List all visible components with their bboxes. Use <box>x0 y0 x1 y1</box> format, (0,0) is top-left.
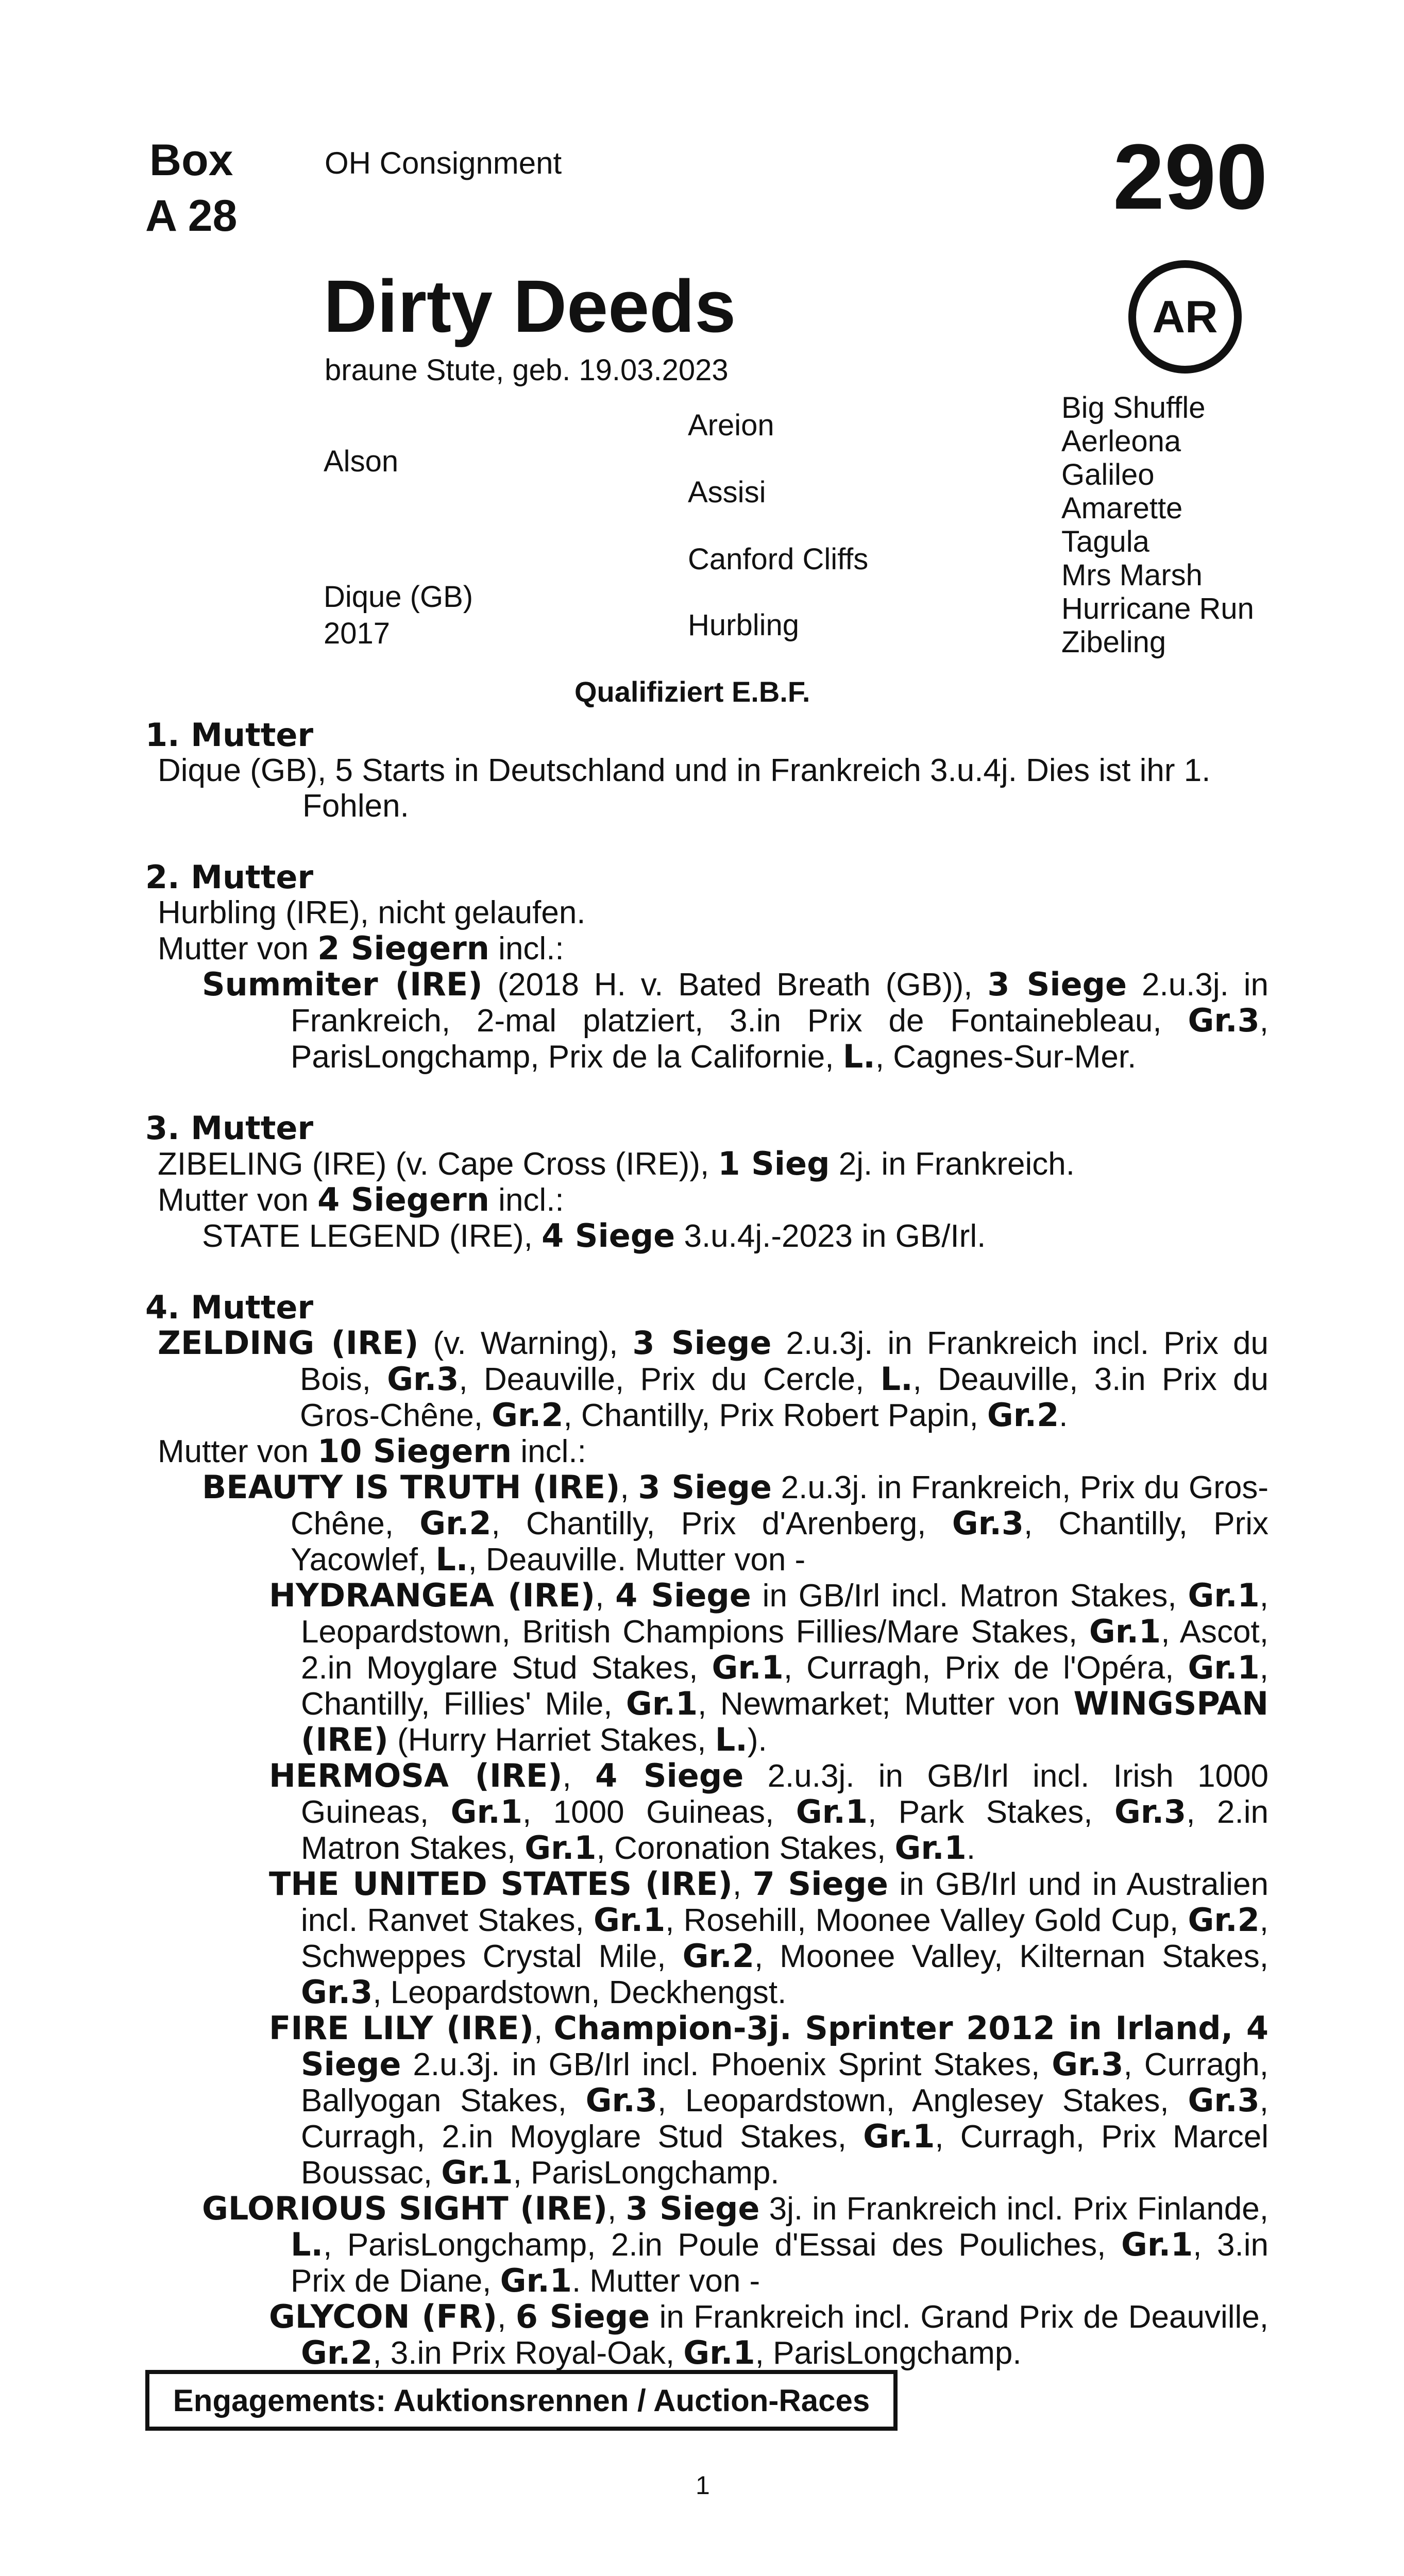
m4-hydrangea <box>269 1578 1268 1758</box>
text-run: , Curragh, 2.in Moyglare Stud Stakes, <box>301 2083 1268 2155</box>
bold-run: HERMOSA (IRE) <box>269 1757 563 1794</box>
m3-mv-b: 4 Siegern <box>317 1181 489 1218</box>
text-run: , <box>620 1470 638 1505</box>
text-run: , Chantilly, Prix Robert Papin, <box>563 1398 987 1433</box>
text-run: , <box>533 2011 554 2046</box>
pedigree-sire: Alson <box>324 445 399 478</box>
bold-run: Gr.2 <box>301 2334 373 2371</box>
m4-hermosa <box>269 1758 1268 1866</box>
pedigree-dam-dam: Hurbling <box>688 608 799 642</box>
text-run: , Newmarket; Mutter von <box>698 1686 1074 1722</box>
m4-title: 4. Mutter <box>145 1289 314 1326</box>
pedigree-dam-sire: Canford Cliffs <box>688 543 869 576</box>
pedigree-sire-dam: Assisi <box>688 476 766 509</box>
bold-run: HYDRANGEA (IRE) <box>269 1577 596 1614</box>
bold-run: Gr.1 <box>683 2334 755 2371</box>
horse-name: Dirty Deeds <box>324 265 736 348</box>
text-run: , Curragh, Ballyogan Stakes, <box>301 2047 1268 2119</box>
bold-run: Gr.1 <box>863 2117 935 2155</box>
engagements-box <box>145 2370 898 2431</box>
text-run: , Leopardstown, Anglesey Stakes, <box>657 2083 1188 2119</box>
pedigree-gen3-7: Hurricane Run <box>1061 592 1254 625</box>
text-run: 2.u.3j. in Frankreich incl. Prix du Bois, <box>300 1326 1268 1397</box>
pedigree-gen3-3: Galileo <box>1061 458 1155 492</box>
text-run: ZIBELING (IRE) (v. Cape Cross (IRE)), <box>158 1146 718 1182</box>
text-run: , <box>607 2191 626 2227</box>
pedigree-dam-year: 2017 <box>324 617 391 650</box>
m1-text: Dique (GB), 5 Starts in Deutschland und in Frankreich 3.u.4j. Dies ist ihr 1. Fohlen. <box>158 753 1211 824</box>
bold-run: Gr.3 <box>1188 2081 1260 2119</box>
bold-run: Gr.1 <box>593 1901 666 1939</box>
bold-run: 3 Siege <box>632 1324 772 1362</box>
m4-glorious-sight <box>145 2191 1268 2299</box>
text-run: , Chantilly, Prix Yacowlef, <box>291 1506 1268 1578</box>
text-run: , Moonee Valley, Kilternan Stakes, <box>754 1939 1268 1974</box>
bold-run: L. <box>291 2226 324 2263</box>
box-number: A 28 <box>145 191 238 241</box>
ar-badge-label: AR <box>1152 291 1218 342</box>
bold-run: 4 Siege <box>595 1757 744 1794</box>
text-run: , Cagnes-Sur-Mer. <box>875 1039 1137 1075</box>
bold-run: Gr.1 <box>450 1793 522 1831</box>
bold-run: Gr.2 <box>682 1937 754 1975</box>
pedigree-sire-sire: Areion <box>688 409 774 442</box>
text-run: , Deauville. Mutter von - <box>468 1542 806 1578</box>
bold-run: Gr.1 <box>1089 1613 1161 1650</box>
bold-run: Gr.1 <box>625 1685 698 1722</box>
bold-run: Gr.3 <box>1188 1002 1260 1039</box>
bold-run: 1 Sieg <box>718 1145 830 1182</box>
m2-mother-of <box>145 930 1268 967</box>
bold-run: 4 Siege <box>615 1577 751 1614</box>
bold-run: WINGSPAN (IRE) <box>301 1685 1268 1758</box>
bold-run: L. <box>435 1540 468 1578</box>
bold-run: Gr.3 <box>1052 2045 1124 2083</box>
text-run: , Coronation Stakes, <box>596 1831 895 1866</box>
text-run: , <box>595 1578 616 1614</box>
text-run: , <box>562 1758 596 1794</box>
text-run: (2018 H. v. Bated Breath (GB)), <box>482 967 988 1003</box>
lot-number: 290 <box>1113 125 1268 229</box>
bold-run: L. <box>880 1360 913 1398</box>
bold-run: GLYCON (FR) <box>269 2298 498 2335</box>
engagements-label: Engagements: Auktionsrennen / Auction-Races <box>173 2383 870 2418</box>
text-run: . <box>1059 1398 1068 1433</box>
family-section <box>145 717 1268 2371</box>
text-run: 2.u.3j. in Frankreich, 2-mal platziert, 3.in Prix de Fontainebleau, <box>291 967 1269 1039</box>
bold-run: FIRE LILY (IRE) <box>269 2009 534 2047</box>
text-run: 2.u.3j. in GB/Irl incl. Irish 1000 Guineas, <box>301 1758 1268 1830</box>
bold-run: Gr.1 <box>1188 1649 1260 1686</box>
bold-run: Gr.3 <box>1114 1793 1187 1831</box>
bold-run: Gr.2 <box>419 1504 492 1542</box>
text-run: STATE LEGEND (IRE), <box>202 1218 542 1254</box>
text-run: , 2.in Matron Stakes, <box>301 1794 1268 1866</box>
bold-run: L. <box>715 1721 748 1758</box>
bold-run: Gr.1 <box>796 1793 868 1831</box>
m4-beauty-is-truth <box>145 1469 1268 1578</box>
bold-run: 4 Siege <box>542 1217 675 1255</box>
m2-mv-b: 2 Siegern <box>317 929 489 967</box>
text-run: (Hurry Harriet Stakes, <box>388 1722 715 1758</box>
text-run: , Ascot, 2.in Moyglare Stud Stakes, <box>301 1614 1268 1686</box>
m3-mv-c: incl.: <box>489 1182 564 1218</box>
text-run: . Mutter von - <box>571 2263 760 2299</box>
box-label: Box <box>149 135 233 185</box>
horse-description: braune Stute, geb. 19.03.2023 <box>325 353 729 387</box>
text-run: , 3.in Prix Royal-Oak, <box>373 2335 684 2371</box>
m3-mv-a: Mutter von <box>158 1182 318 1218</box>
pedigree-gen3-4: Amarette <box>1061 492 1183 525</box>
text-run: , Deauville, 3.in Prix du Gros-Chêne, <box>300 1362 1268 1433</box>
m4-zelding <box>145 1325 1268 1433</box>
text-run: , <box>732 1867 753 1902</box>
consignment: OH Consignment <box>325 146 562 180</box>
pedigree-dam: Dique (GB) <box>324 580 473 614</box>
pedigree-gen3-2: Aerleona <box>1061 425 1181 458</box>
text-run: ). <box>747 1722 767 1758</box>
text-run: , Leopardstown, British Champions Fillies/Mare Stakes, <box>301 1578 1268 1650</box>
pedigree-gen3-1: Big Shuffle <box>1061 391 1206 425</box>
bold-run: Gr.1 <box>525 1829 597 1867</box>
bold-run: ZELDING (IRE) <box>158 1324 419 1362</box>
text-run: , <box>497 2299 516 2335</box>
bold-run: 3 Siege <box>625 2190 760 2227</box>
m4-glycon <box>269 2299 1268 2371</box>
bold-run: 6 Siege <box>515 2298 650 2335</box>
m1-title: 1. Mutter <box>145 716 314 754</box>
text-run: 2.u.3j. in Frankreich, Prix du Gros-Chêne, <box>291 1470 1268 1541</box>
text-run: , 1000 Guineas, <box>522 1794 796 1830</box>
text-run: , Schweppes Crystal Mile, <box>301 1903 1268 1974</box>
m3-state-legend <box>145 1218 1268 1254</box>
bold-run: 3 Siege <box>638 1468 772 1506</box>
text-run: in GB/Irl incl. Matron Stakes, <box>751 1578 1188 1614</box>
text-run: , Rosehill, Moonee Valley Gold Cup, <box>665 1903 1188 1938</box>
bold-run: BEAUTY IS TRUTH (IRE) <box>202 1468 620 1506</box>
m4-mv-b: 10 Siegern <box>317 1432 512 1470</box>
m3-zibeling <box>145 1146 1268 1182</box>
text-run: 3.u.4j.-2023 in GB/Irl. <box>675 1218 986 1254</box>
text-run: , Deauville, Prix du Cercle, <box>459 1362 881 1397</box>
m4-the-united-states <box>269 1866 1268 2010</box>
bold-run: Gr.3 <box>387 1360 459 1398</box>
text-run: in GB/Irl und in Australien incl. Ranvet Stakes, <box>301 1867 1268 1938</box>
m2-mv-c: incl.: <box>489 931 564 967</box>
bold-run: GLORIOUS SIGHT (IRE) <box>202 2190 608 2227</box>
text-run: , ParisLongchamp, Prix de la Californie, <box>291 1003 1268 1075</box>
bold-run: 3 Siege <box>987 965 1127 1003</box>
m4-mv-a: Mutter von <box>158 1434 318 1469</box>
bold-run: Gr.1 <box>500 2262 572 2299</box>
m2-summiter <box>145 967 1268 1075</box>
text-run: (v. Warning), <box>418 1326 633 1361</box>
text-run: 2j. in Frankreich. <box>830 1146 1075 1182</box>
bold-run: Gr.3 <box>301 1973 373 2011</box>
m3-title: 3. Mutter <box>145 1109 314 1147</box>
bold-run: Gr.1 <box>712 1649 784 1686</box>
bold-run: Gr.2 <box>987 1396 1059 1434</box>
text-run: 3j. in Frankreich incl. Prix Finlande, <box>759 2191 1268 2227</box>
text-run: , Chantilly, Fillies' Mile, <box>301 1650 1269 1722</box>
m3-mother-of <box>145 1182 1268 1218</box>
text-run: , 3.in Prix de Diane, <box>291 2227 1268 2299</box>
text-run: , Park Stakes, <box>868 1794 1114 1830</box>
m4-mother-of <box>145 1433 1268 1469</box>
bold-run: Gr.1 <box>441 2154 513 2191</box>
text-run: , Chantilly, Prix d'Arenberg, <box>491 1506 952 1541</box>
qualification: Qualifiziert E.B.F. <box>574 675 810 708</box>
pedigree-gen3-5: Tagula <box>1061 525 1149 558</box>
text-run: , ParisLongchamp. <box>513 2155 780 2191</box>
ar-badge <box>1128 260 1242 374</box>
bold-run: Gr.3 <box>952 1504 1024 1542</box>
pedigree-gen3-6: Mrs Marsh <box>1061 558 1203 592</box>
text-run: , ParisLongchamp, 2.in Poule d'Essai des Pouliches, <box>323 2227 1121 2263</box>
m4-fire-lily <box>269 2010 1268 2191</box>
m2-line1: Hurbling (IRE), nicht gelaufen. <box>158 895 586 930</box>
text-run: , Leopardstown, Deckhengst. <box>373 1975 787 2010</box>
bold-run: Gr.2 <box>1188 1901 1260 1939</box>
bold-run: 7 Siege <box>752 1865 888 1903</box>
text-run: , Curragh, Prix Marcel Boussac, <box>301 2119 1268 2191</box>
bold-run: THE UNITED STATES (IRE) <box>269 1865 733 1903</box>
bold-run: Champion-3j. Sprinter 2012 in Irland, 4 Siege <box>301 2009 1268 2083</box>
bold-run: L. <box>842 1038 875 1075</box>
text-run: 2.u.3j. in GB/Irl incl. Phoenix Sprint Stakes, <box>401 2047 1052 2082</box>
text-run: in Frankreich incl. Grand Prix de Deauville, <box>650 2299 1268 2335</box>
bold-run: Gr.1 <box>894 1829 967 1867</box>
bold-run: Gr.2 <box>492 1396 564 1434</box>
pedigree-gen3-8: Zibeling <box>1061 625 1166 659</box>
bold-run: Gr.3 <box>585 2081 657 2119</box>
text-run: , Curragh, Prix de l'Opéra, <box>783 1650 1188 1686</box>
m4-mv-c: incl.: <box>512 1434 586 1469</box>
m2-title: 2. Mutter <box>145 858 314 896</box>
text-run: , ParisLongchamp. <box>755 2335 1022 2371</box>
m2-mv-a: Mutter von <box>158 931 318 967</box>
bold-run: Summiter (IRE) <box>202 965 483 1003</box>
bold-run: Gr.1 <box>1121 2226 1193 2263</box>
bold-run: Gr.1 <box>1188 1577 1260 1614</box>
text-run: . <box>966 1831 976 1866</box>
page-number: 1 <box>696 2471 710 2500</box>
